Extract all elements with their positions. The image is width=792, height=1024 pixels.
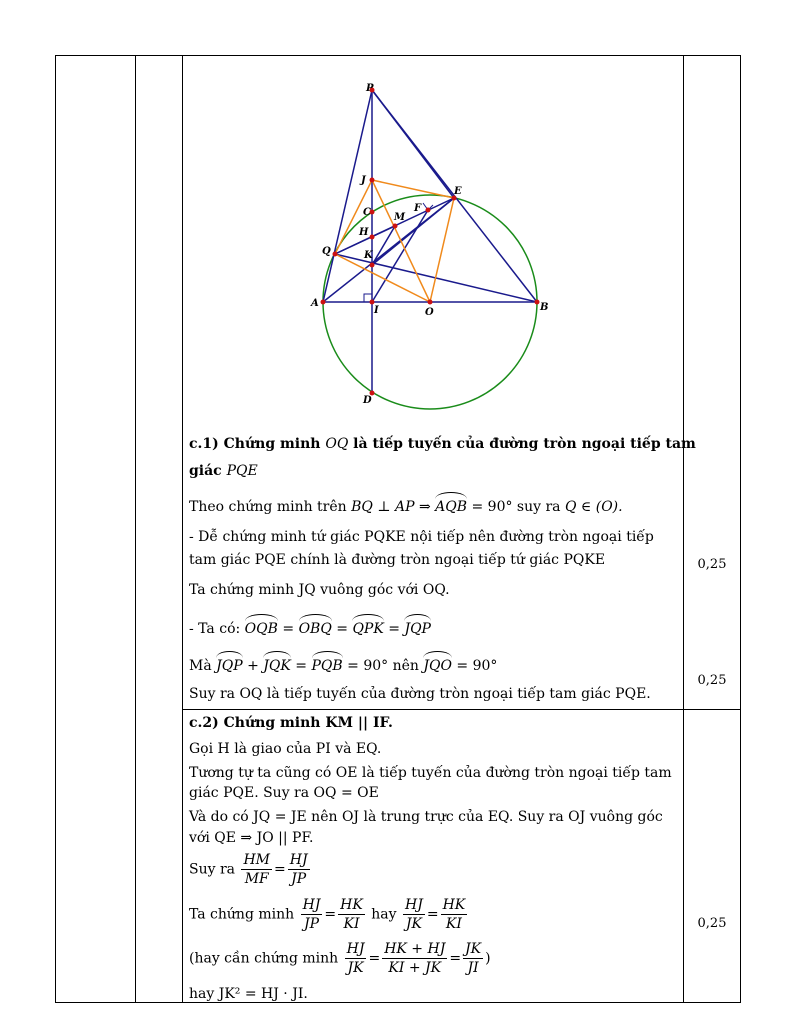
c2-heading: c.2) Chứng minh KM || IF.: [189, 715, 393, 731]
c1-l1-arc: AQB: [435, 493, 467, 518]
c2-line-7: Ta chứng minh $\frac{HJ}{JP}$ = $\frac{HK}{KI}$ hay $\frac{HJ}{JK}$ = $\frac{HK}{KI}$: [189, 897, 466, 932]
label-h: H: [359, 227, 369, 238]
c1-line-5: - Ta có: OQB = OBQ = QPK = JQP: [189, 615, 431, 640]
denominator: MF: [244, 871, 269, 887]
c2-line-3: giác PQE. Suy ra OQ = OE: [189, 785, 379, 801]
fraction: [241, 851, 272, 888]
c2-line-9: hay JK² = HJ · JI.: [189, 986, 308, 1002]
c2-l7-text-b: hay: [371, 906, 397, 923]
label-i: I: [374, 305, 379, 316]
point-k: [370, 263, 375, 268]
c1-line-4: Ta chứng minh JQ vuông góc với OQ.: [189, 582, 450, 598]
c1-l5-arc3: QPK: [352, 615, 383, 640]
column-divider-1: [135, 55, 136, 1003]
denominator: KI: [343, 916, 360, 932]
c1-l6-arc4: JQO: [423, 652, 452, 677]
fraction: [301, 896, 323, 933]
point-j: [370, 178, 375, 183]
c2-l8-text: (hay cần chứng minh: [189, 950, 339, 967]
c1-l6-arc1: JQP: [216, 652, 243, 677]
denominator: KI: [445, 916, 462, 932]
label-b: B: [540, 302, 549, 313]
c1-heading2-math: PQE: [226, 463, 258, 479]
orange-lines: [335, 180, 454, 302]
c1-heading-text-a: c.1) Chứng minh: [189, 436, 326, 452]
c1-l5-arc4: JQP: [404, 615, 431, 640]
c1-l5-text: - Ta có:: [189, 621, 245, 637]
c1-l6-text-b: = 90° nên: [342, 658, 424, 674]
numerator: HK + HJ: [384, 941, 446, 957]
blue-lines: [323, 90, 537, 393]
row-divider: [182, 709, 741, 710]
denominator: JP: [291, 871, 307, 887]
c2-line-4: Và do có JQ = JE nên OJ là trung trực của EQ. Suy ra OJ vuông góc: [189, 809, 663, 825]
fraction: [288, 851, 310, 888]
label-j: J: [361, 175, 366, 186]
c1-heading-line1: [189, 433, 696, 455]
c1-line-6: Mà JQP + JQK = PQB = 90° nên JQO = 90°: [189, 652, 497, 677]
c1-l6-text-c: = 90°: [451, 658, 498, 674]
label-m: M: [394, 212, 406, 223]
c1-l1-text: Theo chứng minh trên: [189, 499, 352, 515]
c1-line-1: [189, 493, 623, 518]
numerator: HJ: [405, 897, 423, 913]
denominator: JK: [347, 960, 364, 976]
label-e: E: [454, 186, 462, 197]
c2-line-5: với QE ⇒ JO || PF.: [189, 830, 314, 846]
point-h: [370, 235, 375, 240]
numerator: HM: [243, 852, 271, 868]
point-o: [428, 300, 433, 305]
c1-heading-text-b: là tiếp tuyến của đường tròn ngoại tiếp tam: [348, 436, 696, 452]
point-f: [426, 208, 431, 213]
c1-line-3: tam giác PQE chính là đường tròn ngoại tiếp tứ giác PQKE: [189, 552, 606, 568]
score-1: 0,25: [697, 557, 727, 572]
c1-heading-math: OQ: [325, 436, 349, 452]
fraction: [345, 940, 367, 977]
label-a: A: [311, 298, 319, 309]
c2-l8-close: ): [485, 950, 491, 967]
point-q: [333, 252, 338, 257]
c1-l1-math-c: Q ∈ (O).: [564, 499, 623, 515]
numerator: HK: [340, 897, 363, 913]
c1-l6-arc3: PQB: [312, 652, 343, 677]
point-b: [535, 300, 540, 305]
label-o: O: [425, 307, 434, 318]
numerator: HJ: [346, 941, 365, 957]
denominator: JI: [467, 960, 479, 976]
point-i: [370, 300, 375, 305]
score-3: 0,25: [697, 916, 727, 931]
label-f: F: [414, 203, 422, 214]
c1-line-2: - Dễ chứng minh tứ giác PQKE nội tiếp nên đường tròn ngoại tiếp: [189, 529, 654, 545]
point-a: [321, 300, 326, 305]
numerator: JK: [465, 941, 482, 957]
c1-heading-line2: [189, 460, 258, 482]
c1-heading2-text: giác: [189, 463, 227, 479]
label-c: C: [363, 207, 371, 218]
c1-l1-text-b: = 90° suy ra: [467, 499, 565, 515]
c1-l1-math: BQ ⊥ AP ⇒: [351, 499, 431, 515]
c1-l5-arc2: OBQ: [299, 615, 332, 640]
label-d: D: [363, 395, 372, 406]
c1-line-7: Suy ra OQ là tiếp tuyến của đường tròn ngoại tiếp tam giác PQE.: [189, 686, 651, 702]
column-divider-3: [683, 55, 684, 1003]
fraction: [338, 896, 365, 933]
c2-line-8: (hay cần chứng minh $\frac{HJ}{JK}$ = $\frac{HK + HJ}{KI + JK}$ = $\frac{JK}{JI}$ ): [189, 941, 491, 976]
fraction: [463, 940, 483, 977]
fraction: [382, 940, 447, 977]
c2-l6-text: Suy ra: [189, 861, 236, 878]
numerator: HK: [442, 897, 466, 913]
points: [321, 88, 540, 396]
score-2: 0,25: [697, 673, 727, 688]
denominator: JK: [405, 916, 422, 932]
numerator: HJ: [302, 897, 321, 913]
point-m: [393, 224, 398, 229]
c2-line-1: Gọi H là giao của PI và EQ.: [189, 741, 382, 757]
c2-l7-text: Ta chứng minh: [189, 906, 295, 923]
numerator: HJ: [289, 852, 308, 868]
denominator: KI + JK: [388, 960, 442, 976]
fraction: [441, 896, 468, 933]
c2-line-2: Tương tự ta cũng có OE là tiếp tuyến của đường tròn ngoại tiếp tam: [189, 765, 672, 781]
label-q: Q: [322, 246, 331, 257]
label-k: K: [364, 250, 373, 261]
fraction: [403, 896, 425, 933]
column-divider-2: [182, 55, 183, 1003]
point-labels: [310, 83, 548, 406]
geometry-diagram: [290, 78, 560, 414]
c1-l5-arc1: OQB: [245, 615, 278, 640]
c1-l6-text: Mà: [189, 658, 217, 674]
c1-l6-arc2: JQK: [263, 652, 291, 677]
label-p: P: [366, 83, 374, 94]
c2-line-6: Suy ra $\frac{HM}{MF}$ = $\frac{HJ}{JP}$: [189, 852, 308, 887]
denominator: JP: [303, 916, 320, 932]
